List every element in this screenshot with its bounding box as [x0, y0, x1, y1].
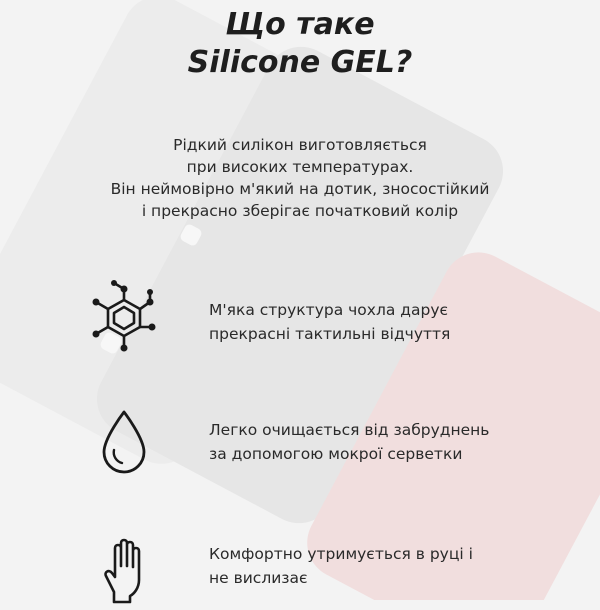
- feature-text: [209, 542, 473, 590]
- page-title-line-2: Silicone GEL?: [187, 45, 413, 80]
- water-drop-icon: [84, 400, 164, 480]
- intro-line: Рідкий силікон виготовляється: [173, 136, 427, 154]
- feature-text-line: М'яка структура чохла дарує: [209, 301, 449, 319]
- feature-text-line: за допомогою мокрої серветки: [209, 445, 463, 463]
- intro-line: Він неймовірно м'який на дотик, зносостійкий: [110, 180, 490, 198]
- feature-text-line: прекрасні тактильні відчуття: [209, 325, 451, 343]
- hand-icon: [84, 530, 164, 610]
- intro-line: при високих температурах.: [186, 158, 414, 176]
- feature-text: [209, 418, 489, 466]
- page-title-line-1: Що таке: [225, 7, 375, 42]
- intro-paragraph: [40, 134, 560, 222]
- molecule-icon: [84, 280, 164, 360]
- feature-text: [209, 298, 450, 346]
- feature-comfortable-grip: [84, 530, 584, 610]
- feature-easy-clean: [84, 400, 584, 480]
- feature-text-line: Легко очищається від забруднень: [209, 421, 490, 439]
- feature-text-line: Комфортно утримується в руці і: [209, 545, 473, 563]
- feature-text-line: не вислизає: [209, 569, 308, 587]
- feature-soft-structure: [84, 280, 584, 360]
- intro-line: і прекрасно зберігає початковий колір: [141, 202, 459, 220]
